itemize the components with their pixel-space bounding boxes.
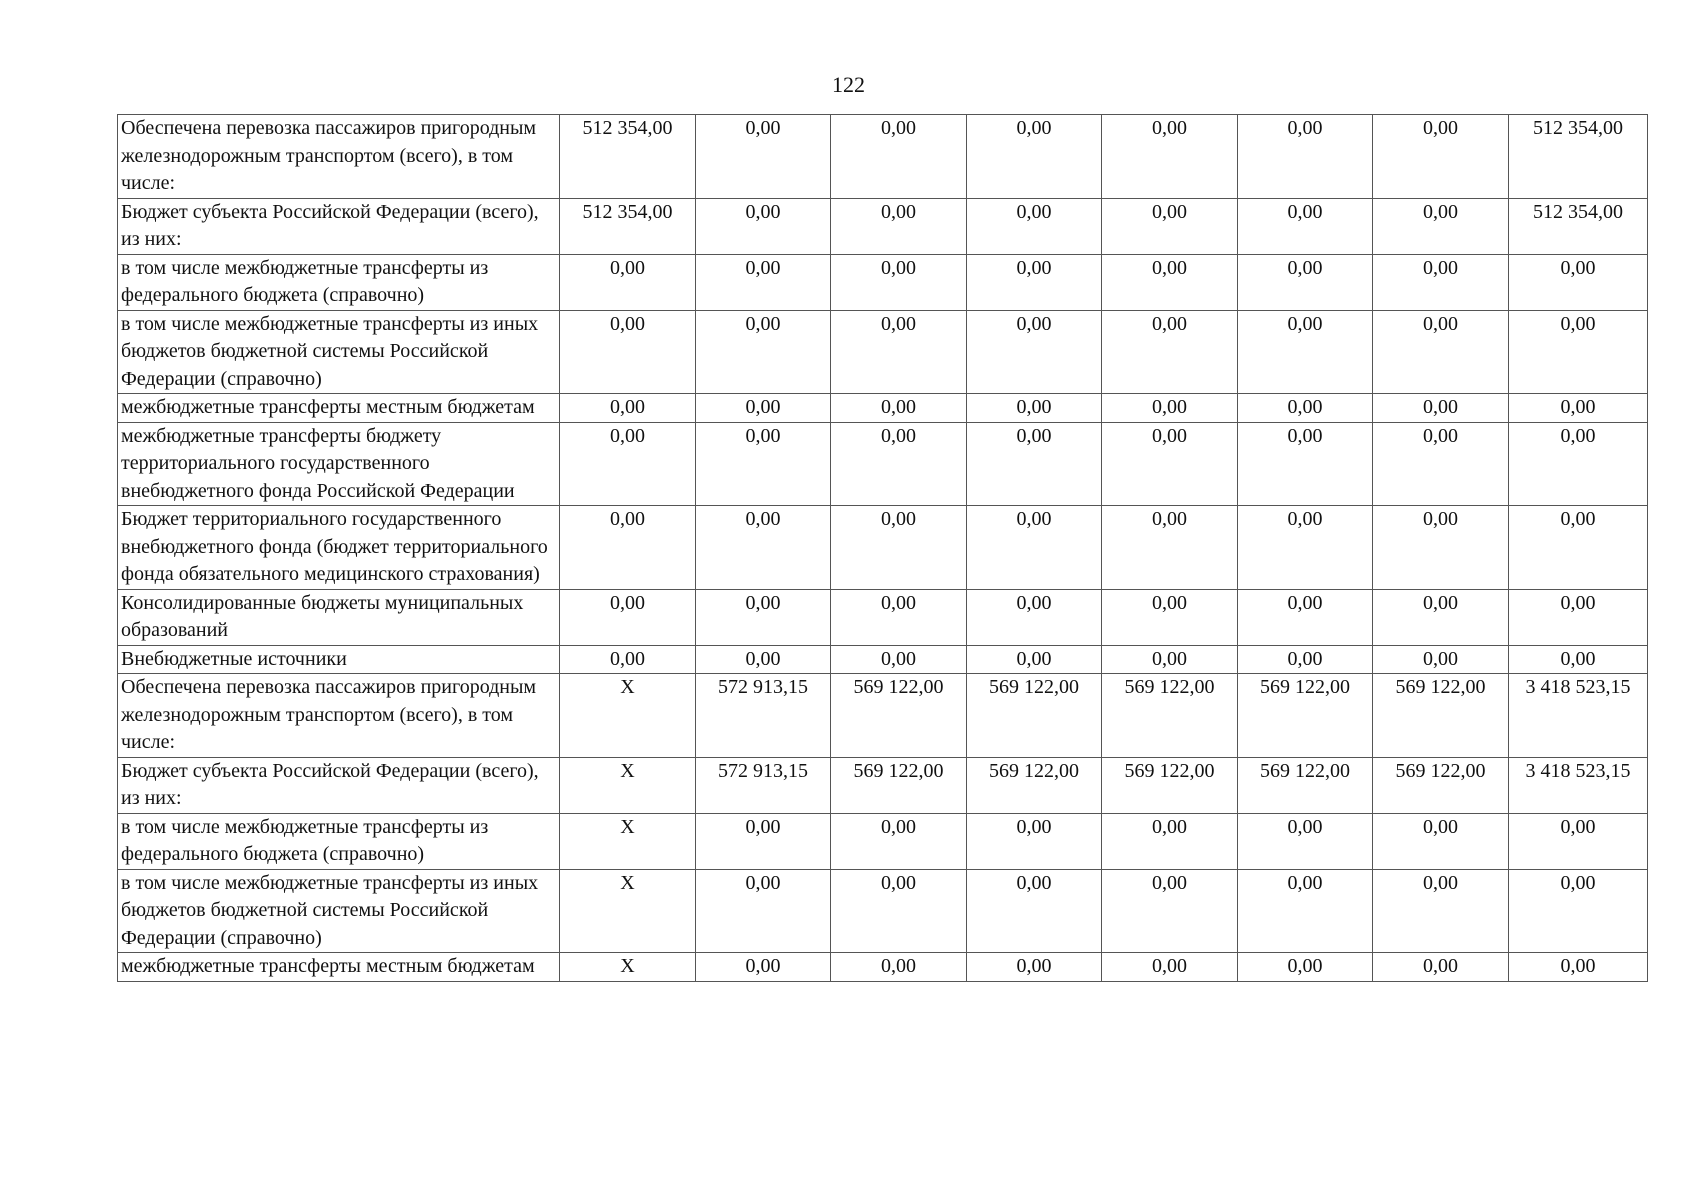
value-cell: 0,00 — [1509, 589, 1648, 645]
value-cell: 0,00 — [1102, 115, 1238, 199]
table-row — [118, 813, 1648, 869]
value-cell: 0,00 — [1238, 394, 1373, 423]
value-cell: 0,00 — [696, 394, 831, 423]
value-cell: 0,00 — [560, 645, 696, 674]
value-cell: 0,00 — [1373, 254, 1509, 310]
value-cell: 0,00 — [831, 115, 967, 199]
row-label-cell: межбюджетные трансферты местным бюджетам — [118, 394, 560, 423]
value-cell: 0,00 — [967, 506, 1102, 590]
value-cell: 569 122,00 — [967, 757, 1102, 813]
table-row — [118, 254, 1648, 310]
table-row — [118, 674, 1648, 758]
value-cell: 0,00 — [831, 645, 967, 674]
value-cell: 0,00 — [1509, 869, 1648, 953]
value-cell: 0,00 — [560, 310, 696, 394]
value-cell: 0,00 — [967, 310, 1102, 394]
value-cell: 569 122,00 — [1238, 757, 1373, 813]
value-cell: 0,00 — [1238, 869, 1373, 953]
value-cell: 0,00 — [1238, 115, 1373, 199]
value-cell: 0,00 — [967, 869, 1102, 953]
value-cell: 0,00 — [1238, 310, 1373, 394]
value-cell: 0,00 — [1102, 422, 1238, 506]
value-cell: 0,00 — [560, 394, 696, 423]
value-cell: 0,00 — [1238, 422, 1373, 506]
value-cell: 0,00 — [1509, 394, 1648, 423]
table-row — [118, 115, 1648, 199]
table-row — [118, 953, 1648, 982]
value-cell: 0,00 — [1509, 506, 1648, 590]
value-cell: 512 354,00 — [560, 198, 696, 254]
value-cell: 0,00 — [560, 422, 696, 506]
row-label-cell: Бюджет территориального государственного внебюджетного фонда (бюджет территориального фонда обязательного медицинского страхования) — [118, 506, 560, 590]
value-cell: 0,00 — [1238, 589, 1373, 645]
value-cell: X — [560, 953, 696, 982]
value-cell: 0,00 — [1373, 869, 1509, 953]
table-row — [118, 645, 1648, 674]
value-cell: 0,00 — [696, 645, 831, 674]
value-cell: 0,00 — [696, 310, 831, 394]
page-number: 122 — [832, 72, 865, 97]
value-cell: 569 122,00 — [967, 674, 1102, 758]
value-cell: 0,00 — [696, 254, 831, 310]
row-label-cell: в том числе межбюджетные трансферты из иных бюджетов бюджетной системы Российской Федерации (справочно) — [118, 310, 560, 394]
value-cell: X — [560, 813, 696, 869]
row-label-cell: Внебюджетные источники — [118, 645, 560, 674]
value-cell: 0,00 — [831, 813, 967, 869]
value-cell: 0,00 — [1238, 198, 1373, 254]
value-cell: 0,00 — [1238, 645, 1373, 674]
value-cell: 0,00 — [696, 953, 831, 982]
value-cell: 0,00 — [560, 254, 696, 310]
value-cell: 0,00 — [1509, 310, 1648, 394]
value-cell: 0,00 — [831, 198, 967, 254]
value-cell: 0,00 — [1238, 254, 1373, 310]
value-cell: 569 122,00 — [831, 674, 967, 758]
value-cell: 0,00 — [831, 422, 967, 506]
value-cell: 512 354,00 — [560, 115, 696, 199]
value-cell: 0,00 — [967, 198, 1102, 254]
value-cell: 0,00 — [967, 645, 1102, 674]
value-cell: 569 122,00 — [831, 757, 967, 813]
table-body — [118, 115, 1648, 982]
value-cell: 0,00 — [831, 254, 967, 310]
value-cell: 0,00 — [831, 310, 967, 394]
value-cell: 0,00 — [967, 115, 1102, 199]
value-cell: 0,00 — [967, 254, 1102, 310]
value-cell: 0,00 — [831, 506, 967, 590]
value-cell: 0,00 — [696, 813, 831, 869]
row-label-cell: Обеспечена перевозка пассажиров пригородным железнодорожным транспортом (всего), в том числе: — [118, 115, 560, 199]
value-cell: 0,00 — [1102, 645, 1238, 674]
value-cell: X — [560, 869, 696, 953]
table-row — [118, 757, 1648, 813]
value-cell: 0,00 — [1102, 198, 1238, 254]
value-cell: 0,00 — [696, 869, 831, 953]
row-label-cell: межбюджетные трансферты бюджету территориального государственного внебюджетного фонда Российской Федерации — [118, 422, 560, 506]
value-cell: 0,00 — [967, 813, 1102, 869]
value-cell: 0,00 — [696, 506, 831, 590]
value-cell: 0,00 — [1102, 953, 1238, 982]
row-label-cell: в том числе межбюджетные трансферты из федерального бюджета (справочно) — [118, 813, 560, 869]
table-row — [118, 589, 1648, 645]
value-cell: 0,00 — [967, 394, 1102, 423]
value-cell: 0,00 — [1373, 589, 1509, 645]
value-cell: 0,00 — [831, 953, 967, 982]
value-cell: 3 418 523,15 — [1509, 757, 1648, 813]
value-cell: 0,00 — [1373, 310, 1509, 394]
value-cell: 0,00 — [1102, 589, 1238, 645]
value-cell: 0,00 — [1102, 869, 1238, 953]
value-cell: 0,00 — [1102, 310, 1238, 394]
table-row — [118, 506, 1648, 590]
value-cell: 572 913,15 — [696, 757, 831, 813]
value-cell: 569 122,00 — [1373, 757, 1509, 813]
value-cell: X — [560, 757, 696, 813]
value-cell: 0,00 — [696, 589, 831, 645]
value-cell: 0,00 — [1238, 953, 1373, 982]
row-label-cell: Консолидированные бюджеты муниципальных образований — [118, 589, 560, 645]
value-cell: 0,00 — [1102, 506, 1238, 590]
value-cell: 0,00 — [967, 422, 1102, 506]
value-cell: 0,00 — [1509, 254, 1648, 310]
value-cell: 0,00 — [1373, 953, 1509, 982]
value-cell: 0,00 — [1373, 115, 1509, 199]
value-cell: 3 418 523,15 — [1509, 674, 1648, 758]
row-label-cell: Обеспечена перевозка пассажиров пригородным железнодорожным транспортом (всего), в том числе: — [118, 674, 560, 758]
value-cell: 0,00 — [1238, 813, 1373, 869]
value-cell: 0,00 — [1373, 813, 1509, 869]
value-cell: 0,00 — [1373, 198, 1509, 254]
value-cell: 0,00 — [1102, 394, 1238, 423]
table-row — [118, 394, 1648, 423]
table-row — [118, 310, 1648, 394]
row-label-cell: Бюджет субъекта Российской Федерации (всего), из них: — [118, 757, 560, 813]
value-cell: 0,00 — [560, 589, 696, 645]
value-cell: 572 913,15 — [696, 674, 831, 758]
value-cell: 0,00 — [1509, 645, 1648, 674]
value-cell: 569 122,00 — [1102, 674, 1238, 758]
row-label-cell: межбюджетные трансферты местным бюджетам — [118, 953, 560, 982]
value-cell: 0,00 — [1509, 953, 1648, 982]
value-cell: 569 122,00 — [1238, 674, 1373, 758]
value-cell: 0,00 — [831, 869, 967, 953]
value-cell: 0,00 — [831, 589, 967, 645]
value-cell: 0,00 — [1373, 422, 1509, 506]
value-cell: 0,00 — [1373, 645, 1509, 674]
row-label-cell: в том числе межбюджетные трансферты из федерального бюджета (справочно) — [118, 254, 560, 310]
table-row — [118, 198, 1648, 254]
value-cell: 0,00 — [1238, 506, 1373, 590]
value-cell: 569 122,00 — [1373, 674, 1509, 758]
budget-table — [117, 114, 1648, 982]
value-cell: X — [560, 674, 696, 758]
row-label-cell: в том числе межбюджетные трансферты из иных бюджетов бюджетной системы Российской Федерации (справочно) — [118, 869, 560, 953]
value-cell: 0,00 — [1509, 813, 1648, 869]
value-cell: 0,00 — [696, 198, 831, 254]
value-cell: 0,00 — [967, 589, 1102, 645]
value-cell: 0,00 — [1373, 506, 1509, 590]
value-cell: 512 354,00 — [1509, 115, 1648, 199]
value-cell: 0,00 — [696, 115, 831, 199]
value-cell: 0,00 — [831, 394, 967, 423]
value-cell: 512 354,00 — [1509, 198, 1648, 254]
table-row — [118, 422, 1648, 506]
value-cell: 0,00 — [1102, 813, 1238, 869]
value-cell: 0,00 — [967, 953, 1102, 982]
table-row — [118, 869, 1648, 953]
value-cell: 0,00 — [1102, 254, 1238, 310]
value-cell: 0,00 — [1509, 422, 1648, 506]
value-cell: 0,00 — [1373, 394, 1509, 423]
value-cell: 0,00 — [560, 506, 696, 590]
value-cell: 569 122,00 — [1102, 757, 1238, 813]
row-label-cell: Бюджет субъекта Российской Федерации (всего), из них: — [118, 198, 560, 254]
value-cell: 0,00 — [696, 422, 831, 506]
